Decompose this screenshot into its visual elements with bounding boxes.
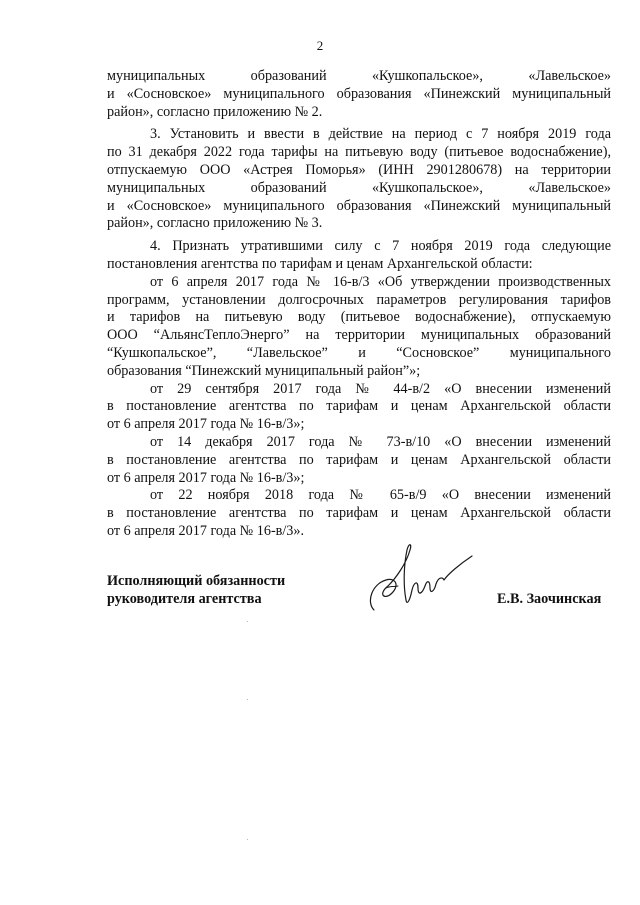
- body-line: район», согласно приложению № 3.: [107, 215, 323, 232]
- body-line: “Кушкопальское”, “Лавельское” и “Сосновское” муниципального: [107, 344, 611, 361]
- document-body: [107, 68, 611, 541]
- body-line: муниципальных образований «Кушкопальское», «Лавельское»: [107, 68, 611, 84]
- body-line: и тарифов на питьевую воду (питьевое водоснабжение), отпускаемую: [107, 309, 611, 326]
- signatory-position-line: Исполняющий обязанности: [107, 573, 286, 589]
- body-line: в постановление агентства по тарифам и ценам Архангельской области: [107, 398, 611, 415]
- body-line: по 31 декабря 2022 года тарифы на питьевую воду (питьевое водоснабжение),: [107, 144, 611, 161]
- scan-speck: [247, 621, 248, 622]
- body-line: от 14 декабря 2017 года № 73-в/10 «О внесении изменений: [150, 433, 611, 450]
- body-line: в постановление агентства по тарифам и ценам Архангельской области: [107, 505, 611, 522]
- body-line: образования “Пинежский муниципальный район”»;: [107, 362, 421, 379]
- body-line: постановления агентства по тарифам и ценам Архангельской области:: [107, 255, 533, 272]
- body-line: от 29 сентября 2017 года № 44-в/2 «О внесении изменений: [150, 380, 611, 397]
- body-line: от 6 апреля 2017 года № 16-в/3»;: [107, 469, 305, 486]
- body-line: от 6 апреля 2017 года № 16-в/3».: [107, 522, 305, 539]
- body-line: программ, установлении долгосрочных параметров регулирования тарифов: [107, 291, 611, 308]
- signer-name: Е.В. Заочинская: [497, 591, 602, 607]
- body-line: от 22 ноября 2018 года № 65-в/9 «О внесении изменений: [150, 487, 611, 504]
- handwritten-signature: [360, 540, 480, 620]
- body-line: муниципальных образований «Кушкопальское», «Лавельское»: [107, 179, 611, 196]
- scan-speck: [247, 839, 248, 840]
- body-line: район», согласно приложению № 2.: [107, 103, 323, 120]
- body-line: и «Сосновское» муниципального образования «Пинежский муниципальный: [107, 85, 611, 102]
- page-number: 2: [316, 38, 324, 53]
- body-line: от 6 апреля 2017 года № 16-в/3 «Об утверждении производственных: [150, 273, 611, 290]
- body-line: отпускаемую ООО «Астрея Поморья» (ИНН 2901280678) на территории: [107, 161, 611, 178]
- signatory-position: [107, 572, 285, 608]
- body-line: и «Сосновское» муниципального образования «Пинежский муниципальный: [107, 197, 611, 214]
- body-line: от 6 апреля 2017 года № 16-в/3»;: [107, 416, 305, 433]
- body-line: ООО “АльянсТеплоЭнерго” на территории муниципальных образований: [107, 327, 611, 344]
- body-line: 4. Признать утратившими силу с 7 ноября 2019 года следующие: [150, 238, 611, 255]
- body-line: в постановление агентства по тарифам и ценам Архангельской области: [107, 451, 611, 468]
- body-line: 3. Установить и ввести в действие на период с 7 ноября 2019 года: [150, 126, 611, 143]
- signatory-position-line: руководителя агентства: [107, 591, 262, 607]
- scan-speck: [247, 699, 248, 700]
